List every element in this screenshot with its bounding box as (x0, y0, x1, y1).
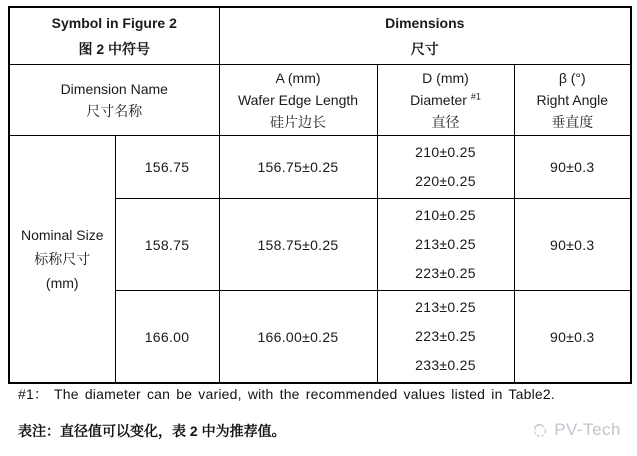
pv-tech-logo-icon (531, 421, 549, 439)
nominal-size-zh: 标称尺寸 (34, 251, 91, 267)
watermark (531, 420, 621, 440)
nominal-size-unit: (mm) (45, 275, 79, 291)
header-dimension-name-cell (9, 65, 219, 136)
diameter-value: 223±0.25 (415, 265, 476, 281)
diameter-values (377, 136, 514, 199)
angle-value: 90±0.3 (514, 199, 631, 291)
table-row-156 (9, 136, 631, 199)
diameter-value: 223±0.25 (415, 328, 476, 344)
header-row-1 (9, 7, 631, 65)
col-a-label-zh: 硅片边长 (270, 114, 326, 130)
header-symbol-cell (9, 7, 219, 65)
col-d-symbol: D (mm) (422, 70, 469, 86)
diameter-value: 210±0.25 (415, 144, 476, 160)
header-dimension-name-en: Dimension Name (60, 81, 168, 97)
header-symbol-zh: 图 2 中符号 (78, 41, 151, 57)
col-b-label-en: Right Angle (536, 92, 609, 108)
edge-length-value: 158.75±0.25 (219, 199, 377, 291)
size-value: 158.75 (115, 199, 219, 291)
col-d-label-en: Diameter $^{\#1}$ (410, 91, 481, 108)
col-b-label-zh: 垂直度 (551, 114, 594, 130)
header-dimensions-en: Dimensions (385, 15, 465, 31)
wafer-dimensions-table (8, 6, 632, 384)
col-a-label-en: Wafer Edge Length (237, 92, 359, 108)
header-dimension-name-zh: 尺寸名称 (86, 103, 143, 119)
diameter-values (377, 199, 514, 291)
edge-length-value: 156.75±0.25 (219, 136, 377, 199)
diameter-value: 220±0.25 (415, 173, 476, 189)
header-col-diameter (377, 65, 514, 136)
angle-value: 90±0.3 (514, 291, 631, 384)
col-a-symbol: A (mm) (275, 70, 321, 86)
footnote-table-note-zh: 表注：直径值可以变化，表 2 中为推荐值。 (18, 423, 286, 439)
diameter-values (377, 291, 514, 384)
header-row-2 (9, 65, 631, 136)
diameter-value: 213±0.25 (415, 236, 476, 252)
header-col-edge-length (219, 65, 377, 136)
header-symbol-en: Symbol in Figure 2 (51, 15, 177, 31)
watermark-label: PV-Tech (554, 420, 621, 439)
nominal-size-en: Nominal Size (21, 227, 104, 243)
angle-value: 90±0.3 (514, 136, 631, 199)
nominal-size-label-cell (9, 136, 115, 384)
footnote-marker: #1 (470, 91, 481, 102)
size-value: 166.00 (115, 291, 219, 384)
diameter-value: 210±0.25 (415, 207, 476, 223)
header-dimensions-zh: 尺寸 (410, 41, 439, 57)
header-dimensions-cell (219, 7, 631, 65)
edge-length-value: 166.00±0.25 (219, 291, 377, 384)
col-d-label-zh: 直径 (431, 114, 460, 130)
col-b-symbol: β (°) (558, 70, 586, 86)
diameter-value: 213±0.25 (415, 299, 476, 315)
header-col-right-angle (514, 65, 631, 136)
footnote-diameter: #1： The diameter can be varied, with the recommended values listed in Table2. (18, 386, 555, 402)
diameter-value: 233±0.25 (415, 357, 476, 373)
size-value: 156.75 (115, 136, 219, 199)
